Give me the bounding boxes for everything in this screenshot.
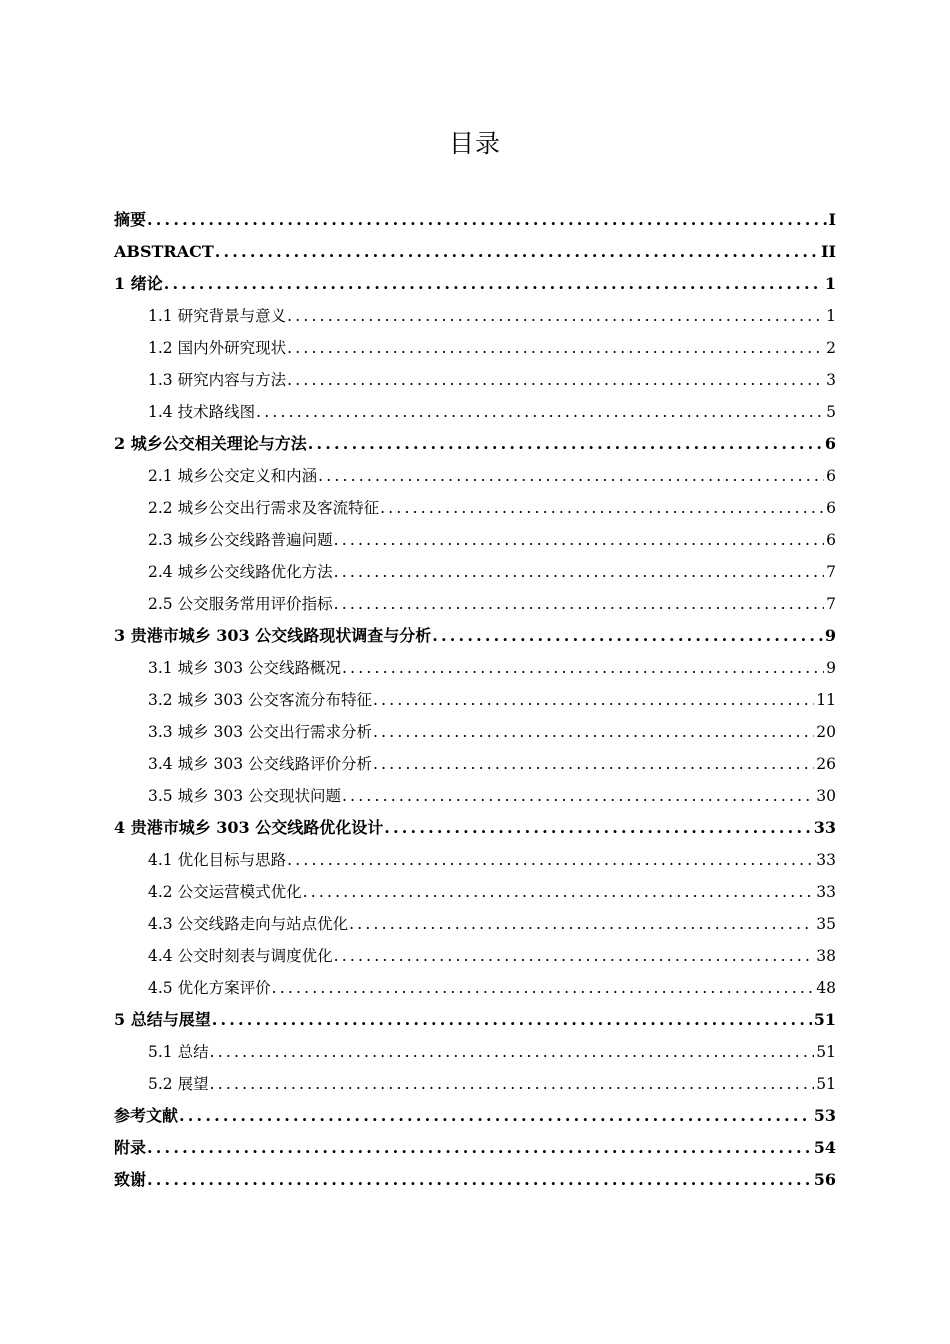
toc-entry[interactable]	[114, 1068, 836, 1100]
toc-entry[interactable]	[114, 460, 836, 492]
toc-entry[interactable]	[114, 780, 836, 812]
toc-entry-page-number: 6	[824, 434, 836, 453]
toc-dot-leader	[373, 684, 814, 716]
toc-entry-page-number: 51	[813, 1010, 836, 1029]
toc-entry[interactable]	[114, 684, 836, 716]
toc-entry-label: 4 贵港市城乡 303 公交线路优化设计	[114, 818, 384, 837]
toc-entry[interactable]	[114, 428, 836, 460]
toc-dot-leader	[287, 332, 824, 364]
toc-entry-page-number: 7	[826, 563, 836, 581]
toc-entry-label: 2.4 城乡公交线路优化方法	[148, 563, 333, 581]
toc-entry[interactable]	[114, 908, 836, 940]
toc-entry-page-number: II	[821, 242, 836, 261]
toc-entry-page-number: 9	[826, 659, 836, 677]
toc-entry[interactable]	[114, 716, 836, 748]
toc-dot-leader	[287, 364, 824, 396]
toc-entry-label: 4.4 公交时刻表与调度优化	[148, 947, 333, 965]
toc-dot-leader	[308, 428, 823, 460]
toc-dot-leader	[272, 972, 815, 1004]
toc-dot-leader	[349, 908, 814, 940]
toc-entry[interactable]	[114, 1132, 836, 1164]
toc-entry-page-number: 53	[813, 1106, 836, 1125]
toc-entry-label: 2.3 城乡公交线路普遍问题	[148, 531, 333, 549]
toc-entry-label: 5 总结与展望	[114, 1010, 211, 1029]
toc-entry[interactable]	[114, 364, 836, 396]
toc-entry[interactable]	[114, 972, 836, 1004]
toc-dot-leader	[342, 780, 814, 812]
toc-entry[interactable]	[114, 652, 836, 684]
toc-entry-page-number: 5	[826, 403, 836, 421]
toc-entry-page-number: 35	[816, 915, 836, 933]
toc-entry-label: 3.5 城乡 303 公交现状问题	[148, 787, 342, 805]
toc-entry[interactable]	[114, 236, 836, 268]
toc-entry[interactable]	[114, 332, 836, 364]
toc-entry-page-number: I	[828, 210, 836, 229]
toc-entry-page-number: 38	[816, 947, 836, 965]
toc-entry-label: 2 城乡公交相关理论与方法	[114, 434, 307, 453]
toc-entry-page-number: 56	[813, 1170, 836, 1189]
toc-entry[interactable]	[114, 812, 836, 844]
toc-dot-leader	[303, 876, 815, 908]
toc-dot-leader	[210, 1068, 815, 1100]
toc-dot-leader	[432, 620, 823, 652]
toc-dot-leader	[334, 940, 815, 972]
toc-entry-label: 5.2 展望	[148, 1075, 209, 1093]
toc-entry-label: 1.3 研究内容与方法	[148, 371, 287, 389]
toc-entry-label: 1 绪论	[114, 274, 163, 293]
toc-entry[interactable]	[114, 588, 836, 620]
toc-entry-page-number: 51	[816, 1043, 836, 1061]
toc-entry-page-number: 33	[816, 883, 836, 901]
toc-dot-leader	[287, 844, 814, 876]
page-title: 目录	[448, 129, 501, 158]
toc-entry-label: 摘要	[114, 210, 147, 229]
toc-entry[interactable]	[114, 204, 836, 236]
toc-dot-leader	[380, 492, 824, 524]
toc-entry-page-number: 48	[816, 979, 836, 997]
toc-entry-label: 2.1 城乡公交定义和内涵	[148, 467, 318, 485]
toc-dot-leader	[384, 812, 811, 844]
toc-entry-label: ABSTRACT	[114, 242, 214, 261]
toc-entry-page-number: 33	[813, 818, 836, 837]
toc-entry-label: 4.5 优化方案评价	[148, 979, 271, 997]
toc-dot-leader	[147, 204, 827, 236]
table-of-contents	[114, 204, 836, 1196]
toc-entry-label: 1.1 研究背景与意义	[148, 307, 287, 325]
toc-entry-page-number: 1	[826, 307, 836, 325]
toc-entry-page-number: 9	[824, 626, 836, 645]
toc-entry[interactable]	[114, 556, 836, 588]
toc-entry-label: 1.2 国内外研究现状	[148, 339, 287, 357]
toc-entry-page-number: 6	[826, 499, 836, 517]
toc-entry[interactable]	[114, 940, 836, 972]
toc-dot-leader	[164, 268, 823, 300]
toc-entry-label: 3.4 城乡 303 公交线路评价分析	[148, 755, 373, 773]
toc-entry-page-number: 20	[816, 723, 836, 741]
toc-entry[interactable]	[114, 492, 836, 524]
toc-entry[interactable]	[114, 524, 836, 556]
toc-entry[interactable]	[114, 1004, 836, 1036]
toc-entry-label: 5.1 总结	[148, 1043, 209, 1061]
toc-entry[interactable]	[114, 876, 836, 908]
toc-entry-label: 4.2 公交运营模式优化	[148, 883, 302, 901]
toc-dot-leader	[210, 1036, 815, 1068]
toc-entry[interactable]	[114, 620, 836, 652]
toc-entry-label: 3.2 城乡 303 公交客流分布特征	[148, 691, 373, 709]
toc-entry-label: 附录	[114, 1138, 147, 1157]
toc-entry-page-number: 7	[826, 595, 836, 613]
toc-entry[interactable]	[114, 268, 836, 300]
toc-entry-page-number: 30	[816, 787, 836, 805]
toc-dot-leader	[179, 1100, 812, 1132]
toc-entry-page-number: 6	[826, 467, 836, 485]
toc-entry-page-number: 51	[816, 1075, 836, 1093]
toc-dot-leader	[212, 1004, 812, 1036]
toc-entry-page-number: 54	[813, 1138, 836, 1157]
toc-entry[interactable]	[114, 748, 836, 780]
toc-entry-label: 3 贵港市城乡 303 公交线路现状调查与分析	[114, 626, 432, 645]
toc-dot-leader	[256, 396, 824, 428]
toc-dot-leader	[373, 716, 814, 748]
toc-entry-label: 3.3 城乡 303 公交出行需求分析	[148, 723, 373, 741]
toc-dot-leader	[342, 652, 824, 684]
toc-dot-leader	[215, 236, 819, 268]
toc-dot-leader	[147, 1132, 812, 1164]
toc-entry-label: 2.5 公交服务常用评价指标	[148, 595, 333, 613]
toc-entry-label: 4.1 优化目标与思路	[148, 851, 287, 869]
toc-dot-leader	[334, 524, 825, 556]
toc-dot-leader	[334, 588, 825, 620]
toc-dot-leader	[147, 1164, 812, 1196]
toc-entry-label: 致谢	[114, 1170, 147, 1189]
toc-entry-label: 4.3 公交线路走向与站点优化	[148, 915, 349, 933]
toc-entry[interactable]	[114, 844, 836, 876]
toc-dot-leader	[318, 460, 824, 492]
toc-entry-page-number: 2	[826, 339, 836, 357]
toc-entry-label: 1.4 技术路线图	[148, 403, 256, 421]
toc-dot-leader	[334, 556, 825, 588]
toc-entry-page-number: 11	[816, 691, 836, 709]
toc-dot-leader	[287, 300, 824, 332]
toc-entry[interactable]	[114, 1100, 836, 1132]
toc-dot-leader	[373, 748, 814, 780]
toc-entry[interactable]	[114, 300, 836, 332]
toc-entry-label: 参考文献	[114, 1106, 179, 1125]
toc-entry-page-number: 1	[824, 274, 836, 293]
toc-entry-label: 3.1 城乡 303 公交线路概况	[148, 659, 342, 677]
toc-entry-page-number: 3	[826, 371, 836, 389]
toc-entry-label: 2.2 城乡公交出行需求及客流特征	[148, 499, 380, 517]
toc-entry[interactable]	[114, 396, 836, 428]
toc-entry-page-number: 6	[826, 531, 836, 549]
toc-entry[interactable]	[114, 1036, 836, 1068]
toc-entry-page-number: 33	[816, 851, 836, 869]
toc-entry[interactable]	[114, 1164, 836, 1196]
toc-entry-page-number: 26	[816, 755, 836, 773]
